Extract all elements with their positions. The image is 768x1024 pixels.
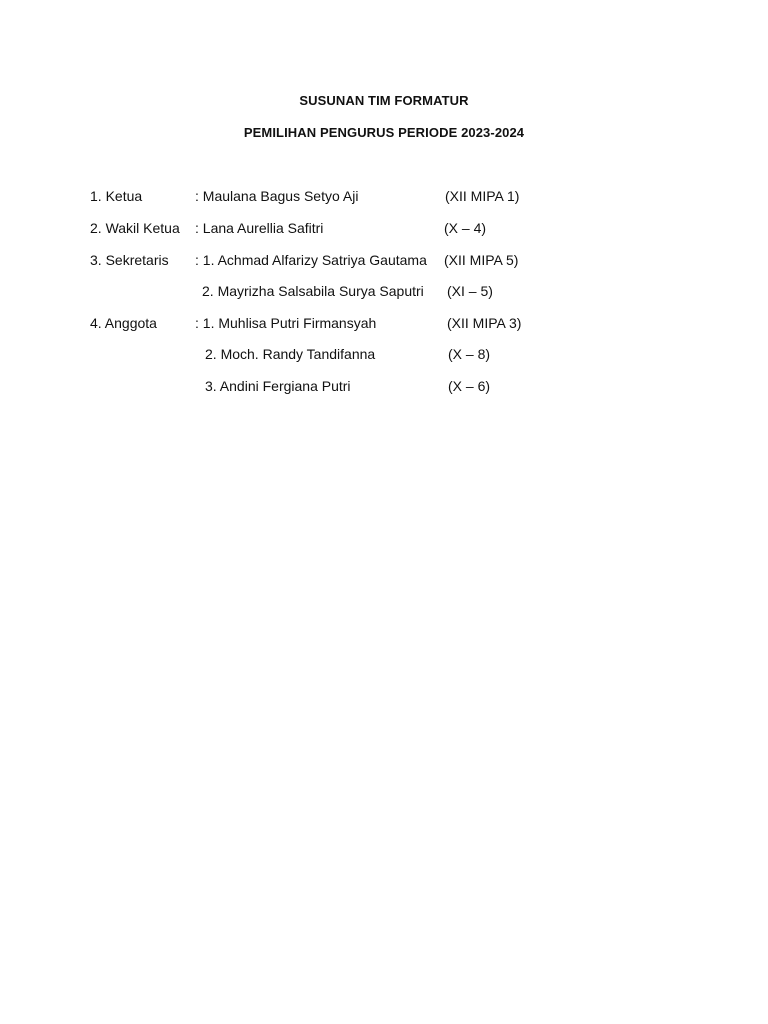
role-label: 4. Anggota [90,315,157,331]
member-class: (XII MIPA 3) [447,315,522,331]
list-item [0,345,768,363]
member-name: : Maulana Bagus Setyo Aji [195,188,359,204]
role-label: 2. Wakil Ketua [90,220,180,236]
member-name: 3. Andini Fergiana Putri [205,378,351,394]
role-label: 1. Ketua [90,188,143,204]
list-item [0,187,768,205]
member-class: (XII MIPA 5) [444,252,519,268]
role-label: 3. Sekretaris [90,252,169,268]
document-subtitle: PEMILIHAN PENGURUS PERIODE 2023-2024 [243,125,525,140]
member-name: 2. Mayrizha Salsabila Surya Saputri [202,283,424,299]
list-item [0,219,768,237]
member-class: (XI – 5) [447,283,493,299]
member-class: (X – 6) [448,378,491,394]
member-name: : 1. Achmad Alfarizy Satriya Gautama [195,252,427,268]
member-class: (X – 8) [448,346,491,362]
list-item [0,377,768,395]
list-item [0,251,768,269]
member-class: (X – 4) [444,220,487,236]
member-class: (XII MIPA 1) [445,188,520,204]
member-name: : 1. Muhlisa Putri Firmansyah [195,315,377,331]
member-name: 2. Moch. Randy Tandifanna [205,346,376,362]
document-title: SUSUNAN TIM FORMATUR [299,93,469,108]
member-name: : Lana Aurellia Safitri [195,220,324,236]
list-item [0,282,768,300]
list-item [0,314,768,332]
